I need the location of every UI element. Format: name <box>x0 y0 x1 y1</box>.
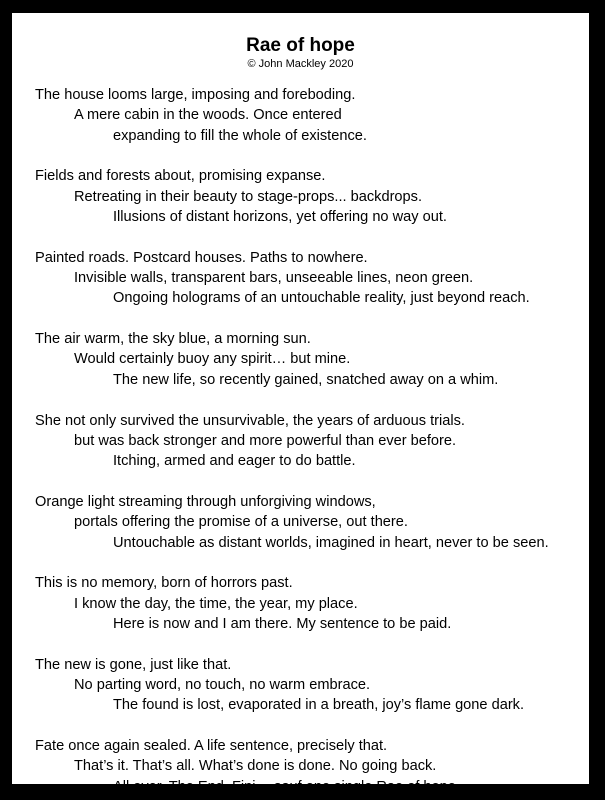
stanza <box>35 492 589 553</box>
stanza <box>35 736 589 797</box>
poem-line: Orange light streaming through unforgiving windows, <box>35 493 376 510</box>
poem-title: Rae of hope <box>246 35 355 56</box>
poem-line: The new is gone, just like that. <box>35 656 232 673</box>
stanza <box>35 85 589 146</box>
poem-line: but was back stronger and more powerful than ever before. <box>74 432 457 449</box>
poem-line: Itching, armed and eager to do battle. <box>113 453 356 470</box>
copyright-notice: © John Mackley 2020 <box>247 58 354 70</box>
poem-line: Fields and forests about, promising expanse. <box>35 168 326 185</box>
poem-line: No parting word, no touch, no warm embrace. <box>74 677 371 694</box>
poem-line: A mere cabin in the woods. Once entered <box>74 107 342 124</box>
stanza <box>35 166 589 227</box>
poem-line: Untouchable as distant worlds, imagined in heart, never to be seen. <box>113 534 549 551</box>
poem-line: Invisible walls, transparent bars, unseeable lines, neon green. <box>74 270 474 287</box>
poem-line: All over. The End. Fini… sauf one single Rae of hope. <box>113 778 460 795</box>
poem-line: I know the day, the time, the year, my place. <box>74 595 358 612</box>
poem-line: The new life, so recently gained, snatched away on a whim. <box>113 371 499 388</box>
poem-line: The house looms large, imposing and foreboding. <box>35 87 356 103</box>
poem-line: portals offering the promise of a universe, out there. <box>74 514 408 531</box>
poem-line: She not only survived the unsurvivable, the years of arduous trials. <box>35 412 465 429</box>
stanza <box>35 248 589 309</box>
stanza <box>35 573 589 634</box>
poem-line: Painted roads. Postcard houses. Paths to nowhere. <box>35 249 368 266</box>
poem-line: That’s it. That’s all. What’s done is done. No going back. <box>74 758 437 775</box>
poem-page <box>12 13 589 795</box>
poem-line: Ongoing holograms of an untouchable reality, just beyond reach. <box>113 290 530 307</box>
stanza <box>35 655 589 716</box>
poem-line: Fate once again sealed. A life sentence, precisely that. <box>35 738 388 755</box>
poem-line: The air warm, the sky blue, a morning sun. <box>35 331 311 348</box>
poem-line: The found is lost, evaporated in a breath, joy’s flame gone dark. <box>113 697 525 714</box>
poem-line: Retreating in their beauty to stage-props... backdrops. <box>74 188 423 205</box>
poem-line: Illusions of distant horizons, yet offering no way out. <box>113 208 447 225</box>
poem-line: This is no memory, born of horrors past. <box>35 575 293 592</box>
stanza <box>35 411 589 472</box>
stanza <box>35 329 589 390</box>
poem-line: expanding to fill the whole of existence. <box>113 127 367 144</box>
poem-line: Would certainly buoy any spirit… but mine. <box>74 351 351 368</box>
poem-line: Here is now and I am there. My sentence to be paid. <box>113 615 452 632</box>
